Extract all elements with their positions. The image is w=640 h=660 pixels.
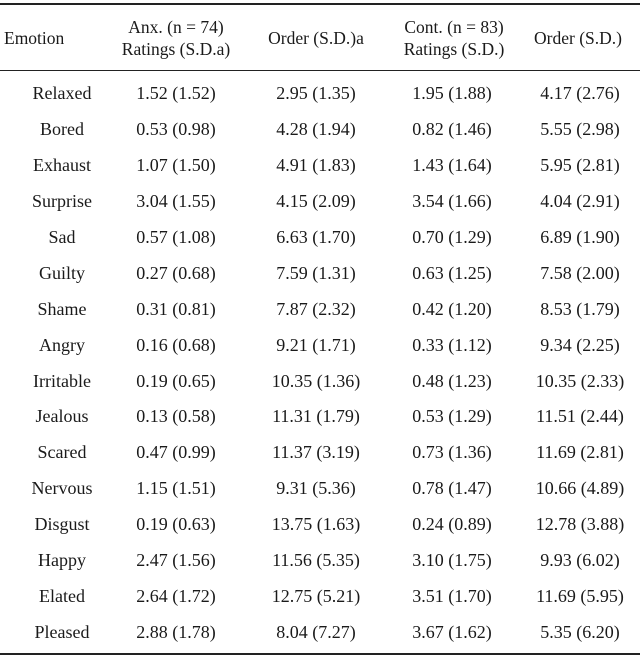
cell-anx-order: 11.31 (1.79): [272, 406, 360, 427]
table-row: [0, 399, 640, 435]
cell-cont-rating: 3.51 (1.70): [412, 585, 492, 606]
cell-cont-rating: 3.54 (1.66): [412, 191, 492, 212]
cell-emotion: Nervous: [31, 478, 93, 499]
cell-cont-order: 6.89 (1.90): [540, 227, 620, 247]
header-cont-ratings: [384, 5, 524, 70]
table-row: [0, 148, 640, 184]
cell-cont-order: 5.35 (6.20): [540, 621, 620, 642]
cell-anx-rating: 0.53 (0.98): [136, 119, 216, 140]
cell-cont-order: 11.51 (2.44): [536, 406, 624, 427]
header-cont-ratings-label: Ratings (S.D.): [403, 38, 505, 59]
cell-cont-order: 5.95 (2.81): [540, 155, 620, 176]
cell-emotion: Sad: [48, 227, 76, 247]
cell-cont-order: 4.04 (2.91): [540, 191, 620, 212]
cell-emotion: Pleased: [34, 621, 90, 642]
table-row: [0, 578, 640, 614]
cell-anx-order: 4.28 (1.94): [276, 119, 356, 140]
header-cont-group-label: Cont. (n = 83): [404, 16, 504, 37]
cell-cont-rating: 0.78 (1.47): [412, 478, 492, 499]
cell-anx-rating: 0.27 (0.68): [136, 262, 216, 283]
cell-cont-rating: 0.53 (1.29): [412, 406, 492, 427]
cell-emotion: Guilty: [38, 262, 85, 283]
cell-anx-rating: 1.52 (1.52): [136, 83, 216, 104]
header-cont-order: [516, 5, 640, 70]
header-cont-order-label: Order (S.D.): [534, 27, 622, 48]
cell-emotion: Exhaust: [33, 155, 91, 176]
cell-cont-rating: 0.73 (1.36): [412, 442, 492, 463]
cell-anx-order: 6.63 (1.70): [276, 227, 356, 247]
table-row: [0, 543, 640, 579]
cell-cont-rating: 0.82 (1.46): [412, 119, 492, 140]
cell-cont-order: 5.55 (2.98): [540, 119, 620, 140]
cell-anx-rating: 0.16 (0.68): [136, 334, 216, 355]
cell-anx-rating: 1.15 (1.51): [136, 478, 216, 499]
table-row: [0, 363, 640, 399]
table-row: [0, 471, 640, 507]
cell-anx-rating: 0.47 (0.99): [136, 442, 216, 463]
cell-anx-order: 9.31 (5.36): [276, 478, 356, 499]
cell-anx-rating: 0.31 (0.81): [136, 298, 216, 319]
cell-anx-order: 9.21 (1.71): [276, 334, 356, 355]
table-row: [0, 220, 640, 256]
header-emotion-label: Emotion: [4, 27, 65, 48]
cell-anx-rating: 2.64 (1.72): [136, 585, 216, 606]
cell-emotion: Angry: [39, 334, 85, 355]
cell-anx-rating: 3.04 (1.55): [136, 191, 216, 212]
table-row: [0, 112, 640, 148]
cell-cont-rating: 0.33 (1.12): [412, 334, 492, 355]
cell-anx-rating: 0.57 (1.08): [136, 227, 216, 247]
cell-cont-rating: 3.67 (1.62): [412, 621, 492, 642]
cell-cont-rating: 0.70 (1.29): [412, 227, 492, 247]
cell-anx-order: 11.56 (5.35): [272, 550, 360, 571]
cell-cont-order: 4.17 (2.76): [540, 83, 620, 104]
table-row: [0, 291, 640, 327]
header-anx-ratings: [104, 5, 248, 70]
cell-cont-rating: 0.63 (1.25): [412, 262, 492, 283]
header-emotion: [4, 5, 114, 70]
cell-cont-order: 11.69 (2.81): [536, 442, 624, 463]
table-row: [0, 184, 640, 220]
table-row: [0, 76, 640, 112]
cell-cont-order: 7.58 (2.00): [540, 262, 620, 283]
cell-cont-order: 11.69 (5.95): [536, 585, 624, 606]
cell-anx-order: 7.59 (1.31): [276, 262, 356, 283]
cell-cont-order: 9.93 (6.02): [540, 550, 620, 571]
cell-cont-rating: 0.42 (1.20): [412, 298, 492, 319]
header-anx-ratings-label: Ratings (S.D.a): [121, 38, 231, 59]
table-row: [0, 255, 640, 291]
cell-anx-order: 4.15 (2.09): [276, 191, 356, 212]
cell-cont-order: 12.78 (3.88): [535, 514, 625, 535]
cell-cont-order: 10.66 (4.89): [535, 478, 625, 499]
table-row: [0, 507, 640, 543]
header-anx-group-label: Anx. (n = 74): [128, 16, 224, 37]
cell-cont-rating: 0.24 (0.89): [412, 514, 492, 535]
table-row: [0, 435, 640, 471]
header-anx-order-label: Order (S.D.)a: [268, 27, 364, 48]
cell-emotion: Happy: [38, 550, 86, 571]
table-header-rule: [0, 70, 640, 71]
cell-anx-rating: 2.88 (1.78): [136, 621, 216, 642]
cell-emotion: Jealous: [35, 406, 89, 427]
cell-cont-order: 8.53 (1.79): [540, 298, 620, 319]
cell-anx-rating: 0.19 (0.63): [136, 514, 216, 535]
cell-emotion: Disgust: [34, 514, 90, 535]
cell-emotion: Elated: [39, 585, 85, 606]
cell-anx-order: 10.35 (1.36): [271, 370, 361, 391]
cell-cont-rating: 0.48 (1.23): [412, 370, 492, 391]
cell-cont-rating: 1.43 (1.64): [412, 155, 492, 176]
table-row: [0, 614, 640, 650]
cell-emotion: Scared: [37, 442, 87, 463]
cell-anx-rating: 0.19 (0.65): [136, 370, 216, 391]
table-bottom-rule: [0, 653, 640, 655]
cell-emotion: Relaxed: [32, 83, 92, 104]
cell-anx-rating: 2.47 (1.56): [136, 550, 216, 571]
cell-anx-order: 4.91 (1.83): [276, 155, 356, 176]
cell-anx-order: 7.87 (2.32): [276, 298, 356, 319]
cell-emotion: Surprise: [32, 191, 92, 212]
cell-anx-order: 8.04 (7.27): [276, 621, 356, 642]
header-anx-order: [246, 5, 386, 70]
cell-anx-order: 13.75 (1.63): [271, 514, 361, 535]
cell-cont-rating: 3.10 (1.75): [412, 550, 492, 571]
table-body: [0, 76, 640, 650]
cell-emotion: Shame: [37, 298, 87, 319]
cell-anx-rating: 0.13 (0.58): [136, 406, 216, 427]
table-header: [0, 5, 640, 70]
cell-anx-order: 11.37 (3.19): [272, 442, 360, 463]
cell-cont-rating: 1.95 (1.88): [412, 83, 492, 104]
cell-cont-order: 9.34 (2.25): [540, 334, 620, 355]
cell-anx-order: 2.95 (1.35): [276, 83, 356, 104]
cell-emotion: Irritable: [33, 370, 91, 391]
cell-anx-order: 12.75 (5.21): [271, 585, 361, 606]
cell-emotion: Bored: [40, 119, 84, 140]
table-row: [0, 327, 640, 363]
cell-cont-order: 10.35 (2.33): [535, 370, 625, 391]
cell-anx-rating: 1.07 (1.50): [136, 155, 216, 176]
